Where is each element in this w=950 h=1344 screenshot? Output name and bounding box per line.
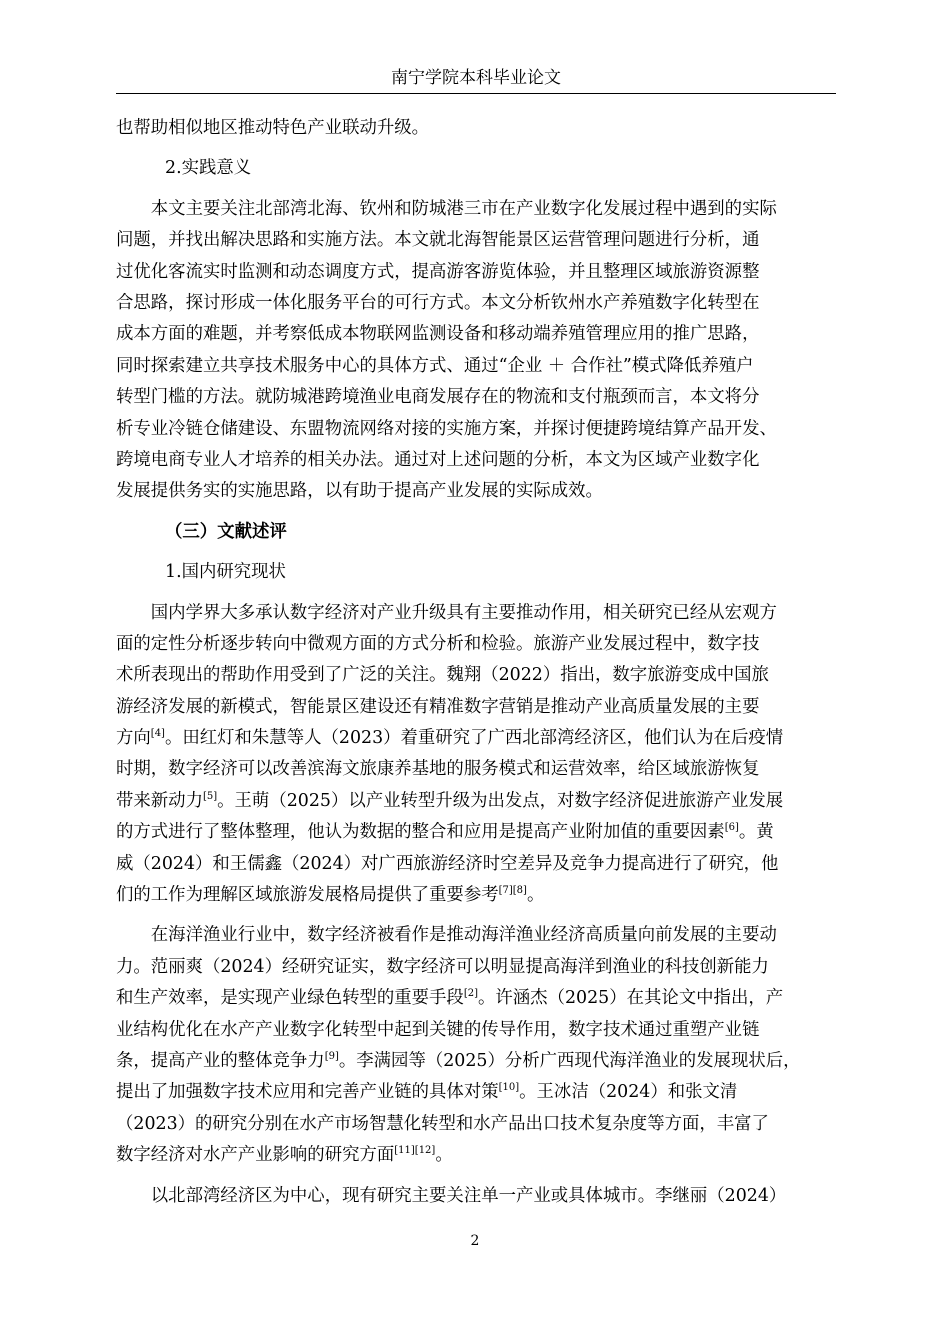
text-line: 带来新动力[5]。王萌（2025）以产业转型升级为出发点，对数字经济促进旅游产业发展: [116, 790, 784, 811]
text-line: 条，提高产业的整体竞争力[9]。李满园等（2025）分析广西现代海洋渔业的发展现状后，: [116, 1050, 801, 1071]
text-line: 跨境电商专业人才培养的相关办法。通过对上述问题的分析，本文为区域产业数字化: [116, 449, 760, 470]
running-header: 南宁学院本科毕业论文: [391, 68, 561, 88]
text-line: 问题，并找出解决思路和实施方法。本文就北海智能景区运营管理问题进行分析，通: [116, 230, 760, 251]
text-line: 和生产效率，是实现产业绿色转型的重要手段[2]。许涵杰（2025）在其论文中指出，产: [116, 988, 784, 1009]
text-line: 转型门槛的方法。就防城港跨境渔业电商发展存在的物流和支付瓶颈而言，本文将分: [116, 387, 760, 408]
subsection-heading: 2.实践意义: [165, 158, 252, 179]
text-line: 的方式进行了整体整理，他认为数据的整合和应用是提高产业附加值的重要因素[6]。黄: [116, 822, 774, 843]
paragraph: [116, 113, 836, 144]
header-rule: [116, 93, 836, 94]
text-line: 面的定性分析逐步转向中微观方面的方式分析和检验。旅游产业发展过程中，数字技: [116, 633, 760, 654]
text-line: 提出了加强数字技术应用和完善产业链的具体对策[10]。王冰洁（2024）和张文清: [116, 1082, 738, 1103]
text-line: 成本方面的难题，并考察低成本物联网监测设备和移动端养殖管理应用的推广思路，: [116, 324, 760, 345]
text-line: 时期，数字经济可以改善滨海文旅康养基地的服务模式和运营效率，给区域旅游恢复: [116, 759, 760, 780]
citation-marker: [11]: [394, 1145, 415, 1157]
subsection-heading: 1.国内研究现状: [165, 562, 286, 583]
text-line: 在海洋渔业行业中，数字经济被看作是推动海洋渔业经济高质量向前发展的主要动: [116, 925, 777, 946]
paragraph: [116, 194, 836, 508]
citation-marker: [9]: [324, 1050, 339, 1062]
text-line: 以北部湾经济区为中心，现有研究主要关注单一产业或具体城市。李继丽（2024）: [116, 1185, 787, 1206]
paragraph: [116, 1181, 836, 1212]
text-line: （2023）的研究分别在水产市场智慧化转型和水产品出口技术复杂度等方面，丰富了: [116, 1113, 769, 1134]
text-line: 过优化客流实时监测和动态调度方式，提高游客游览体验，并且整理区域旅游资源整: [116, 261, 760, 282]
text-line: 术所表现出的帮助作用受到了广泛的关注。魏翔（2022）指出，数字旅游变成中国旅: [116, 665, 769, 686]
page-number: 2: [470, 1233, 480, 1249]
citation-marker: [5]: [202, 790, 218, 802]
text-line: 发展提供务实的实施思路，以有助于提高产业发展的实际成效。: [116, 481, 603, 502]
page-body: [116, 113, 836, 1212]
paragraph: [116, 920, 836, 1171]
citation-marker: [6]: [724, 822, 739, 834]
citation-marker: [8]: [512, 885, 527, 897]
citation-marker: [2]: [463, 988, 478, 1000]
section-heading: （三）文献述评: [165, 521, 287, 542]
paragraph: [116, 598, 836, 912]
text-line: 业结构优化在水产产业数字化转型中起到关键的传导作用，数字技术通过重塑产业链: [116, 1019, 760, 1040]
text-line: 数字经济对水产产业影响的研究方面[11][12]。: [116, 1145, 453, 1166]
text-line: 方向[4]。田红灯和朱慧等人（2023）着重研究了广西北部湾经济区，他们认为在后疫情: [116, 728, 784, 749]
text-line: 析专业冷链仓储建设、东盟物流网络对接的实施方案，并探讨便捷跨境结算产品开发、: [116, 418, 777, 439]
citation-marker: [4]: [150, 728, 165, 740]
text-line: 游经济发展的新模式，智能景区建设还有精准数字营销是推动产业高质量发展的主要: [116, 696, 760, 717]
citation-marker: [12]: [414, 1145, 436, 1157]
text-line: 威（2024）和王儒鑫（2024）对广西旅游经济时空差异及竞争力提高进行了研究，他: [116, 853, 779, 874]
text-line: 合思路，探讨形成一体化服务平台的可行方式。本文分析钦州水产养殖数字化转型在: [116, 292, 760, 313]
citation-marker: [10]: [498, 1082, 520, 1094]
text-line: 力。范丽爽（2024）经研究证实，数字经济可以明显提高海洋到渔业的科技创新能力: [116, 956, 769, 977]
text-line: 同时探索建立共享技术服务中心的具体方式、通过“企业 ＋ 合作社”模式降低养殖户: [116, 355, 754, 376]
text-line: 本文主要关注北部湾北海、钦州和防城港三市在产业数字化发展过程中遇到的实际: [116, 198, 777, 219]
citation-marker: [7]: [498, 885, 513, 897]
text-line: 国内学界大多承认数字经济对产业升级具有主要推动作用，相关研究已经从宏观方: [116, 602, 777, 623]
text-line: 也帮助相似地区推动特色产业联动升级。: [116, 118, 430, 138]
text-line: 们的工作为理解区域旅游发展格局提供了重要参考[7][8]。: [116, 885, 545, 906]
